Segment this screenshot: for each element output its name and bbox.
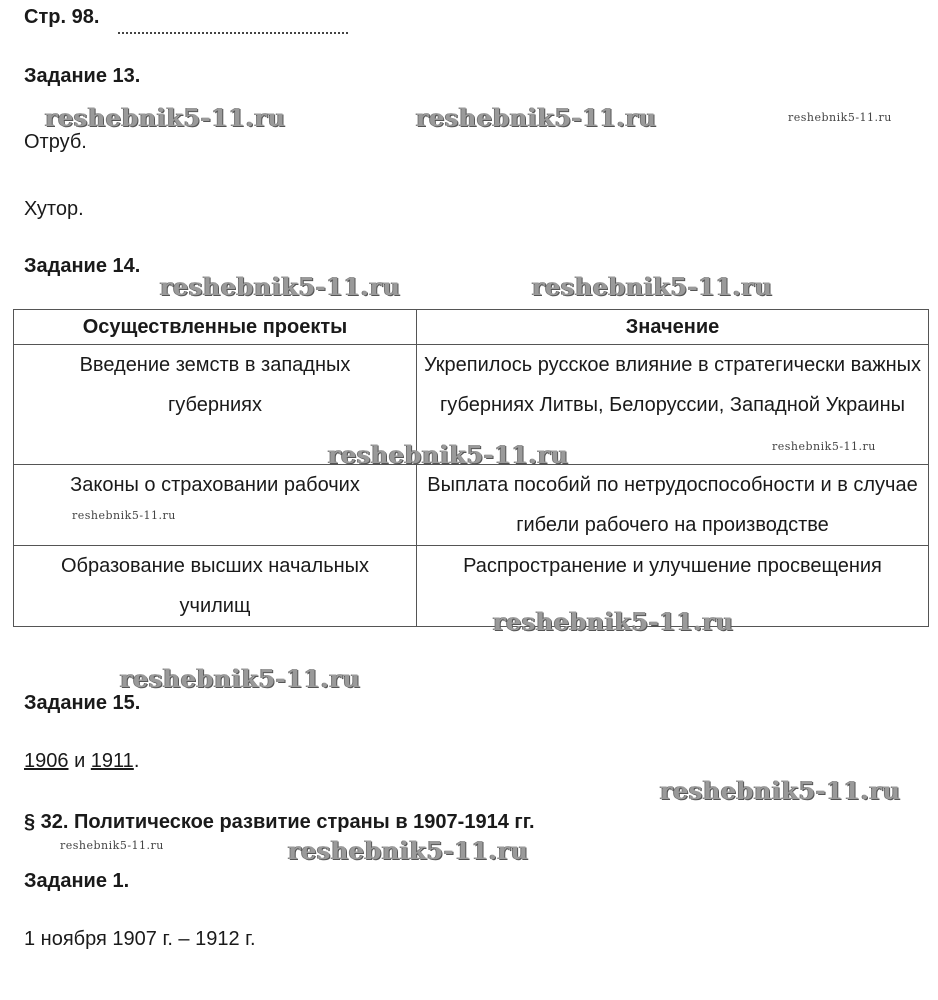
watermark: reshebnik5-11.ru [328, 440, 569, 469]
watermark: reshebnik5-11.ru [660, 776, 901, 805]
task-13-title: Задание 13. [24, 65, 141, 87]
section-title: § 32. Политическое развитие страны в 1907-1914 гг. [24, 811, 535, 833]
watermark: reshebnik5-11.ru [160, 272, 401, 301]
year-1906: 1906 [24, 750, 69, 772]
year-1911: 1911 [90, 750, 134, 772]
page-reference: Стр. 98. [24, 6, 100, 28]
watermark: reshebnik5-11.ru [416, 103, 657, 132]
watermark: reshebnik5-11.ru [72, 509, 176, 522]
watermark: reshebnik5-11.ru [60, 839, 164, 852]
table-header: Осуществленные проекты [14, 310, 417, 345]
table-header-row [14, 310, 929, 345]
table-cell: Введение земств в западных губерниях [14, 345, 417, 465]
task-15-answer [24, 750, 139, 773]
period: . [133, 750, 140, 772]
task-13-answer-2: Хутор. [24, 198, 84, 220]
table-cell: Образование высших начальных училищ [14, 546, 417, 627]
watermark: reshebnik5-11.ru [120, 664, 361, 693]
watermark: reshebnik5-11.ru [788, 111, 892, 124]
watermark: reshebnik5-11.ru [45, 103, 286, 132]
task-13-answer-1: Отруб. [24, 131, 87, 153]
task-1-title: Задание 1. [24, 870, 130, 892]
watermark: reshebnik5-11.ru [493, 607, 734, 636]
table-row [14, 546, 929, 627]
table-row [14, 465, 929, 546]
task-1-answer: 1 ноября 1907 г. – 1912 г. [24, 928, 256, 950]
watermark: reshebnik5-11.ru [772, 440, 876, 453]
table-cell: Распространение и улучшение просвещения [417, 546, 929, 627]
table-cell: Выплата пособий по нетрудоспособности и в случае гибели рабочего на производстве [417, 465, 929, 546]
watermark: reshebnik5-11.ru [288, 836, 529, 865]
watermark: reshebnik5-11.ru [532, 272, 773, 301]
task-14-title: Задание 14. [24, 255, 141, 277]
conjunction: и [74, 750, 86, 772]
task-15-title: Задание 15. [24, 692, 141, 714]
table-header: Значение [417, 310, 929, 345]
table-cell: Законы о страховании рабочих [14, 465, 417, 546]
table-cell: Укрепилось русское влияние в стратегически важных губерниях Литвы, Белоруссии, Западной Украины [417, 345, 929, 465]
cropped-text-line [118, 22, 348, 34]
